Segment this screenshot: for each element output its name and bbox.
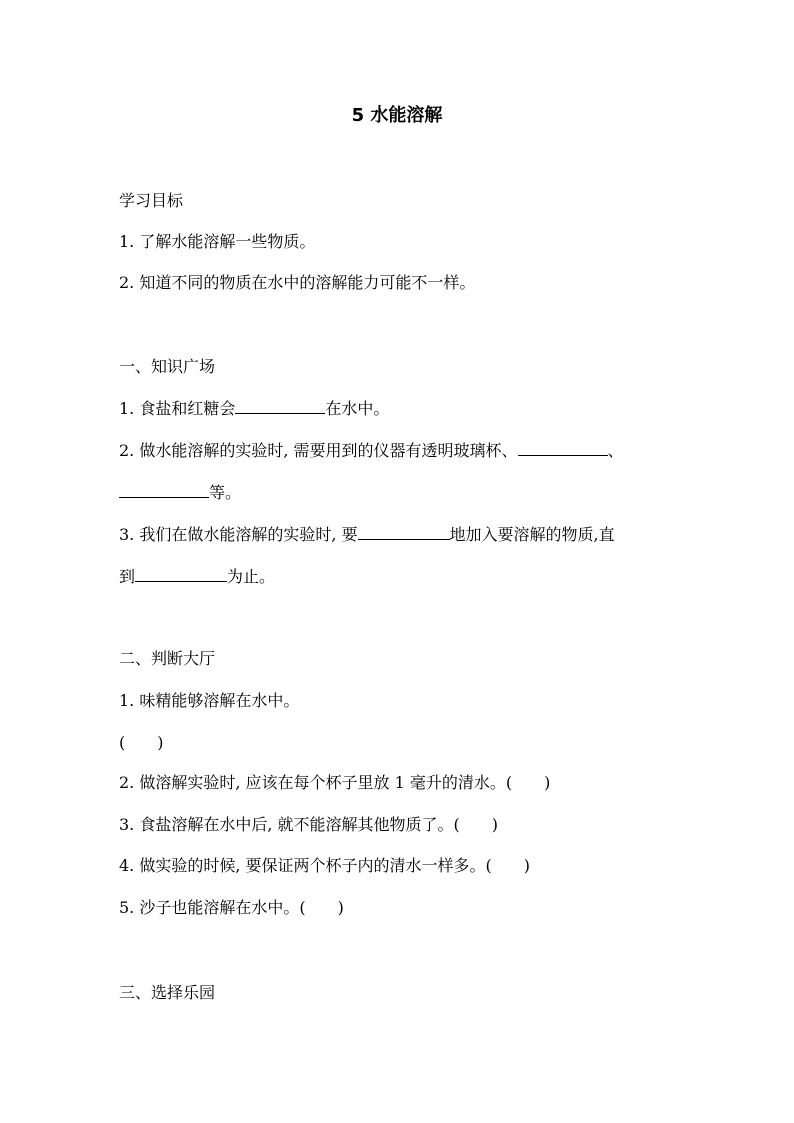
q3-line2-before: 到 [119,567,136,586]
q3-text-before: 3. 我们在做水能溶解的实验时, 要 [119,525,358,544]
fill-question-2-cont [119,482,241,504]
judge-item-3[interactable]: 3. 食盐溶解在水中后, 就不能溶解其他物质了。( ) [119,815,499,834]
fill-question-2 [119,440,624,462]
objective-item-2: 2. 知道不同的物质在水中的溶解能力可能不一样。 [119,273,476,292]
judge-item-1-bracket[interactable]: ( ) [119,733,164,752]
q2-separator: 、 [607,441,624,460]
fill-question-3-cont [119,566,275,588]
fill-question-3 [119,524,615,546]
section3-heading: 三、选择乐园 [119,983,216,1002]
judge-item-5[interactable]: 5. 沙子也能溶解在水中。( ) [119,898,344,917]
q2-text-before: 2. 做水能溶解的实验时, 需要用到的仪器有透明玻璃杯、 [119,441,518,460]
section1-heading: 一、知识广场 [119,357,216,376]
judge-item-1: 1. 味精能够溶解在水中。 [119,691,300,710]
q2-answer-blank-1[interactable] [518,441,608,456]
judge-item-2[interactable]: 2. 做溶解实验时, 应该在每个杯子里放 1 毫升的清水。( ) [119,773,551,792]
page-title: 5 水能溶解 [351,105,443,126]
q2-text-end: 等。 [209,483,242,502]
q1-text-before: 1. 食盐和红糖会 [119,399,236,418]
judge-item-4[interactable]: 4. 做实验的时候, 要保证两个杯子内的清水一样多。( ) [119,856,531,875]
q1-text-after: 在水中。 [325,399,390,418]
q3-answer-blank-1[interactable] [358,525,450,540]
q3-text-after: 地加入要溶解的物质,直 [449,525,615,544]
fill-question-1 [119,398,389,420]
q3-answer-blank-2[interactable] [135,567,227,582]
objectives-heading: 学习目标 [119,191,184,210]
q2-answer-blank-2[interactable] [119,483,209,498]
q1-answer-blank[interactable] [235,399,325,414]
q3-line2-after: 为止。 [227,567,276,586]
objective-item-1: 1. 了解水能溶解一些物质。 [119,232,316,251]
section2-heading: 二、判断大厅 [119,649,216,668]
